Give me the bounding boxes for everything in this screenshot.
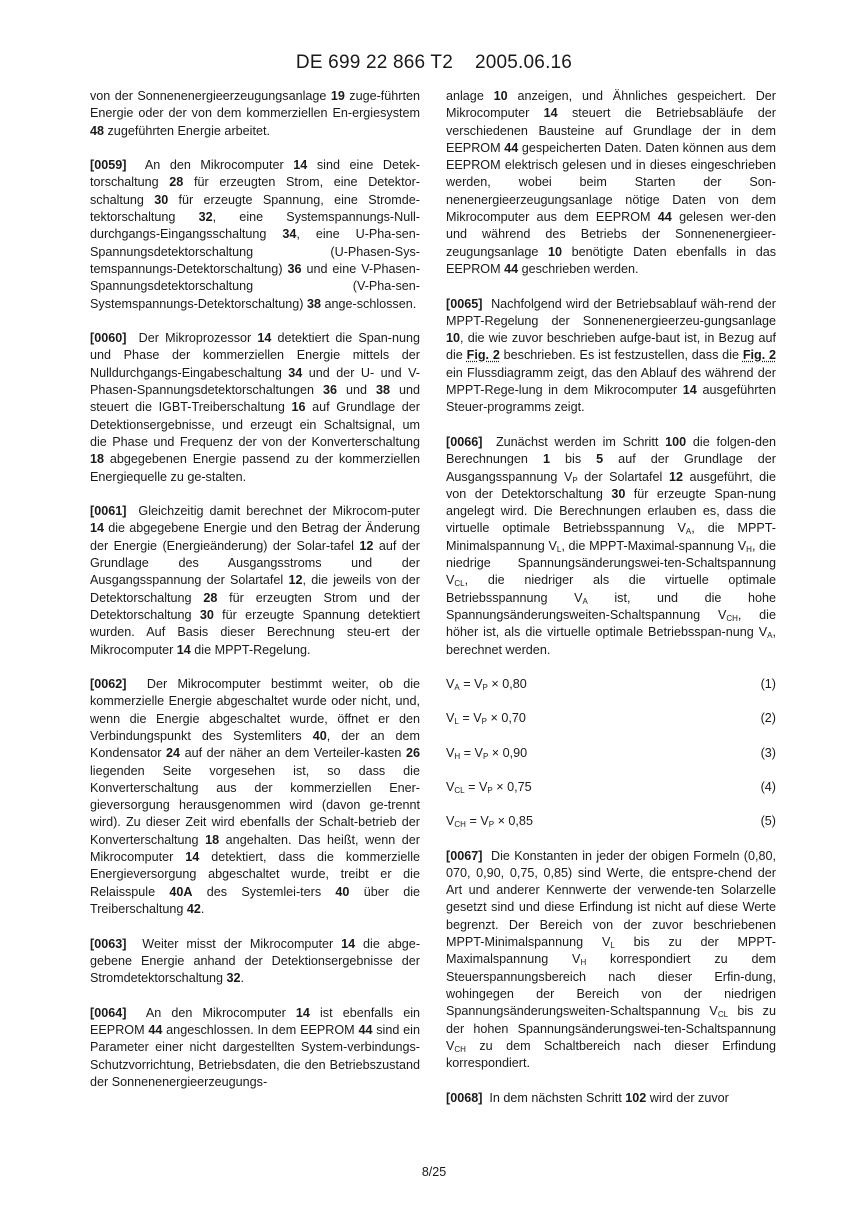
paragraph-p0062: [0062] Der Mikrocomputer bestimmt weiter, ob die kommerzielle Energie abgeschaltet wurde oder nicht, und, wenn die Energie abgeschaltet wurde, öffnet er den Verbindungspunkt des Systemliters 40, der an dem Kondensator 24 auf der näher an dem Verteiler-kasten 26 liegenden Seite vorgesehen ist, so dass die Konverterschaltung aus der kommerziellen Ener-gieversorgung herausgenommen wird (davon ge-trennt wird). Zu dieser Zeit wird ebenfalls der Schalt-betrieb der Konverterschaltung 18 angehalten. Das heißt, wenn der Mikrocomputer 14 detektiert, dass die kommerzielle Energieversorgung abgeschaltet wurde, treibt er die Relaisspule 40A des Systemlei-ters 40 über die Treiberschaltung 42. xyxy=(90,677,421,916)
paragraph-p0067: [0067] Die Konstanten in jeder der obigen Formeln (0,80, 070, 0,90, 0,75, 0,85) sind Werte, die entspre-chend der Art und anderer Kennwerte der verwende-ten Solarzelle gesetzt sind und diese Erfindung ist nicht auf diese Werte begrenzt. Der Bereich von der zuvor beschriebenen MPPT-Minimalspannung $V_L$ bis zu der MPPT-Maximalspannung $V_H$ korrespondiert zu dem Steuerspannungsbereich nach dieser Erfin-dung, wohingegen der Bereich von der niedrigen Spannungsänderungsweiten-Schaltspannung $V_{CL}$ bis zu der hohen Spannungsänderungswei-ten-Schaltspannung $V_{CH}$ zu dem Schaltbereich nach dieser Erfindung korrespondiert. xyxy=(446,848,776,1071)
paragraph-p0061: [0061] Gleichzeitig damit berechnet der Mikrocom-puter 14 die abgegebene Energie und den Betrag der Änderung der Energie (Energieänderung) der Solar-tafel 12 auf der Grundlage des Ausgangsstroms und der Ausgangsspannung der Solartafel 12, die jeweils von der Detektorschaltung 28 für erzeugten Strom und der Detektorschaltung 30 für erzeugte Spannung detektiert wurden. Auf Basis dieser Berechnung steu-ert der Mikrocomputer 14 die MPPT-Regelung. xyxy=(90,504,420,657)
paragraph-p0059: [0059] An den Mikrocomputer 14 sind eine Detek-torschaltung 28 für erzeugten Strom, eine Detektor-schaltung 30 für erzeugte Spannung, eine Stromde-tektorschaltung 32, eine Systemspannungs-Null-durchgangs-Eingangsschaltung 34, eine U-Pha-sen-Spannungsdetektorschaltung (U-Phasen-Sys-temspannungs-Detektorschaltung) 36 und eine V-Phasen-Spannungsdetektorschaltung (V-Pha-sen-Systemspannungs-Detektorschaltung) 38 ange-schlossen. xyxy=(90,158,421,311)
left-column xyxy=(90,88,420,1109)
publication-date: 2005.06.16 xyxy=(474,52,573,73)
formula-4 xyxy=(446,779,776,796)
page-header xyxy=(0,52,868,74)
document-number: DE 699 22 866 T2 xyxy=(295,52,453,73)
right-column-bottom-text xyxy=(446,848,776,1107)
formula-expression: $V_H = V_P \times 0,90$ xyxy=(446,745,528,761)
formula-5 xyxy=(446,813,776,830)
formula-expression: $V_{CH} = V_P \times 0,85$ xyxy=(446,814,533,830)
right-column xyxy=(446,88,776,1124)
page-number: 8/25 xyxy=(421,1165,447,1179)
formula-number: (2) xyxy=(760,711,776,726)
paragraph-p0068: [0068] In dem nächsten Schritt 102 wird der zuvor xyxy=(446,1090,729,1105)
formula-number: (5) xyxy=(760,814,776,829)
formula-number: (1) xyxy=(760,677,776,692)
formula-list xyxy=(446,676,776,830)
formula-expression: $V_L = V_P \times 0,70$ xyxy=(446,711,526,727)
paragraph-p0063: [0063] Weiter misst der Mikrocomputer 14 die abge-gebene Energie anhand der Detektionsergebnisse der Stromdetektorschaltung 32. xyxy=(90,936,421,986)
formula-1 xyxy=(446,676,776,693)
formula-expression: $V_A = V_P \times 0,80$ xyxy=(446,677,527,693)
paragraph-p0064: [0064] An den Mikrocomputer 14 ist ebenfalls ein EEPROM 44 angeschlossen. In dem EEPROM 44 sind ein Parameter einer nicht dargestellten System-verbindungs-Schutzvorrichtung, Betriebsdaten, die den Betriebszustand der Sonnenenergieerzeugungs- xyxy=(90,1005,421,1089)
paragraph-cont: von der Sonnenenergieerzeugungsanlage 19 zuge-führten Energie oder der von dem kommerziellen En-ergiesystem 48 zugeführten Energie arbeitet. xyxy=(90,89,420,138)
paragraph-p0065: [0065] Nachfolgend wird der Betriebsablauf wäh-rend der MPPT-Regelung der Sonnenenergieerzeu-gungsanlage 10, die wie zuvor beschrieben aufge-baut ist, in Bezug auf die Fig. 2 beschrieben. Es ist festzustellen, dass die Fig. 2 ein Flussdiagramm zeigt, das den Ablauf des während der MPPT-Rege-lung in dem Mikrocomputer 14 ausgeführten Steuer-programms zeigt. xyxy=(446,296,777,415)
formula-3 xyxy=(446,745,776,762)
formula-expression: $V_{CL} = V_P \times 0,75$ xyxy=(446,779,532,795)
formula-2 xyxy=(446,710,776,727)
formula-number: (3) xyxy=(760,745,776,760)
paragraph-p0060: [0060] Der Mikroprozessor 14 detektiert die Span-nung und Phase der kommerziellen Energie mittels der Nulldurchgangs-Eingabeschaltung 34 und der U- und V-Phasen-Spannungsdetektorschaltungen 36 und 38 und steuert die IGBT-Treiberschaltung 16 auf Grundlage der Detektionsergebnisse, und erzeugt ein Schaltsignal, um die Phase und Frequenz der von der Konverterschaltung 18 abgegebenen Energie passend zu der kommerziellen Energiequelle zu ge-stalten. xyxy=(90,331,420,484)
right-column-top-text xyxy=(446,88,776,659)
paragraph-cont2: anlage 10 anzeigen, und Ähnliches gespeichert. Der Mikrocomputer 14 steuert die Betriebsabläufe der verschiedenen Bausteine auf Grundlage der in dem EEPROM 44 gespeicherten Daten. Daten können aus dem EEPROM elektrisch gelesen und in dieses eingeschrieben werden, wobei beim Starten der Son-nenenergieerzeugungsanlage nötige Daten von dem Mikrocomputer aus dem EEPROM 44 gelesen wer-den und während des Betriebs der Sonnenenergieer-zeugungsanlage 10 benötigte Daten ebenfalls in das EEPROM 44 geschrieben werden. xyxy=(446,89,776,276)
paragraph-p0066: [0066] Zunächst werden im Schritt 100 die folgen-den Berechnungen 1 bis 5 auf der Grundlage der Ausgangsspannung $V_P$ der Solartafel 12 ausgeführt, die von der Detektorschaltung 30 für erzeugte Span-nung angelegt wird. Die Berechnungen erlauben es, dass die virtuelle optimale Betriebsspannung $V_A$, die MPPT-Minimalspannung $V_L$, die MPPT-Maximal-spannung $V_H$, die niedrige Spannungsänderungswei-ten-Schaltspannung $V_{CL}$, die niedriger als die virtuelle optimale Betriebsspannung $V_A$ ist, und die hohe Spannungsänderungsweiten-Schaltspannung $V_{CH}$, die höher ist, als die virtuelle optimale Betriebsspan-nung $V_A$, berechnet werden. xyxy=(446,434,777,657)
formula-number: (4) xyxy=(760,779,776,794)
